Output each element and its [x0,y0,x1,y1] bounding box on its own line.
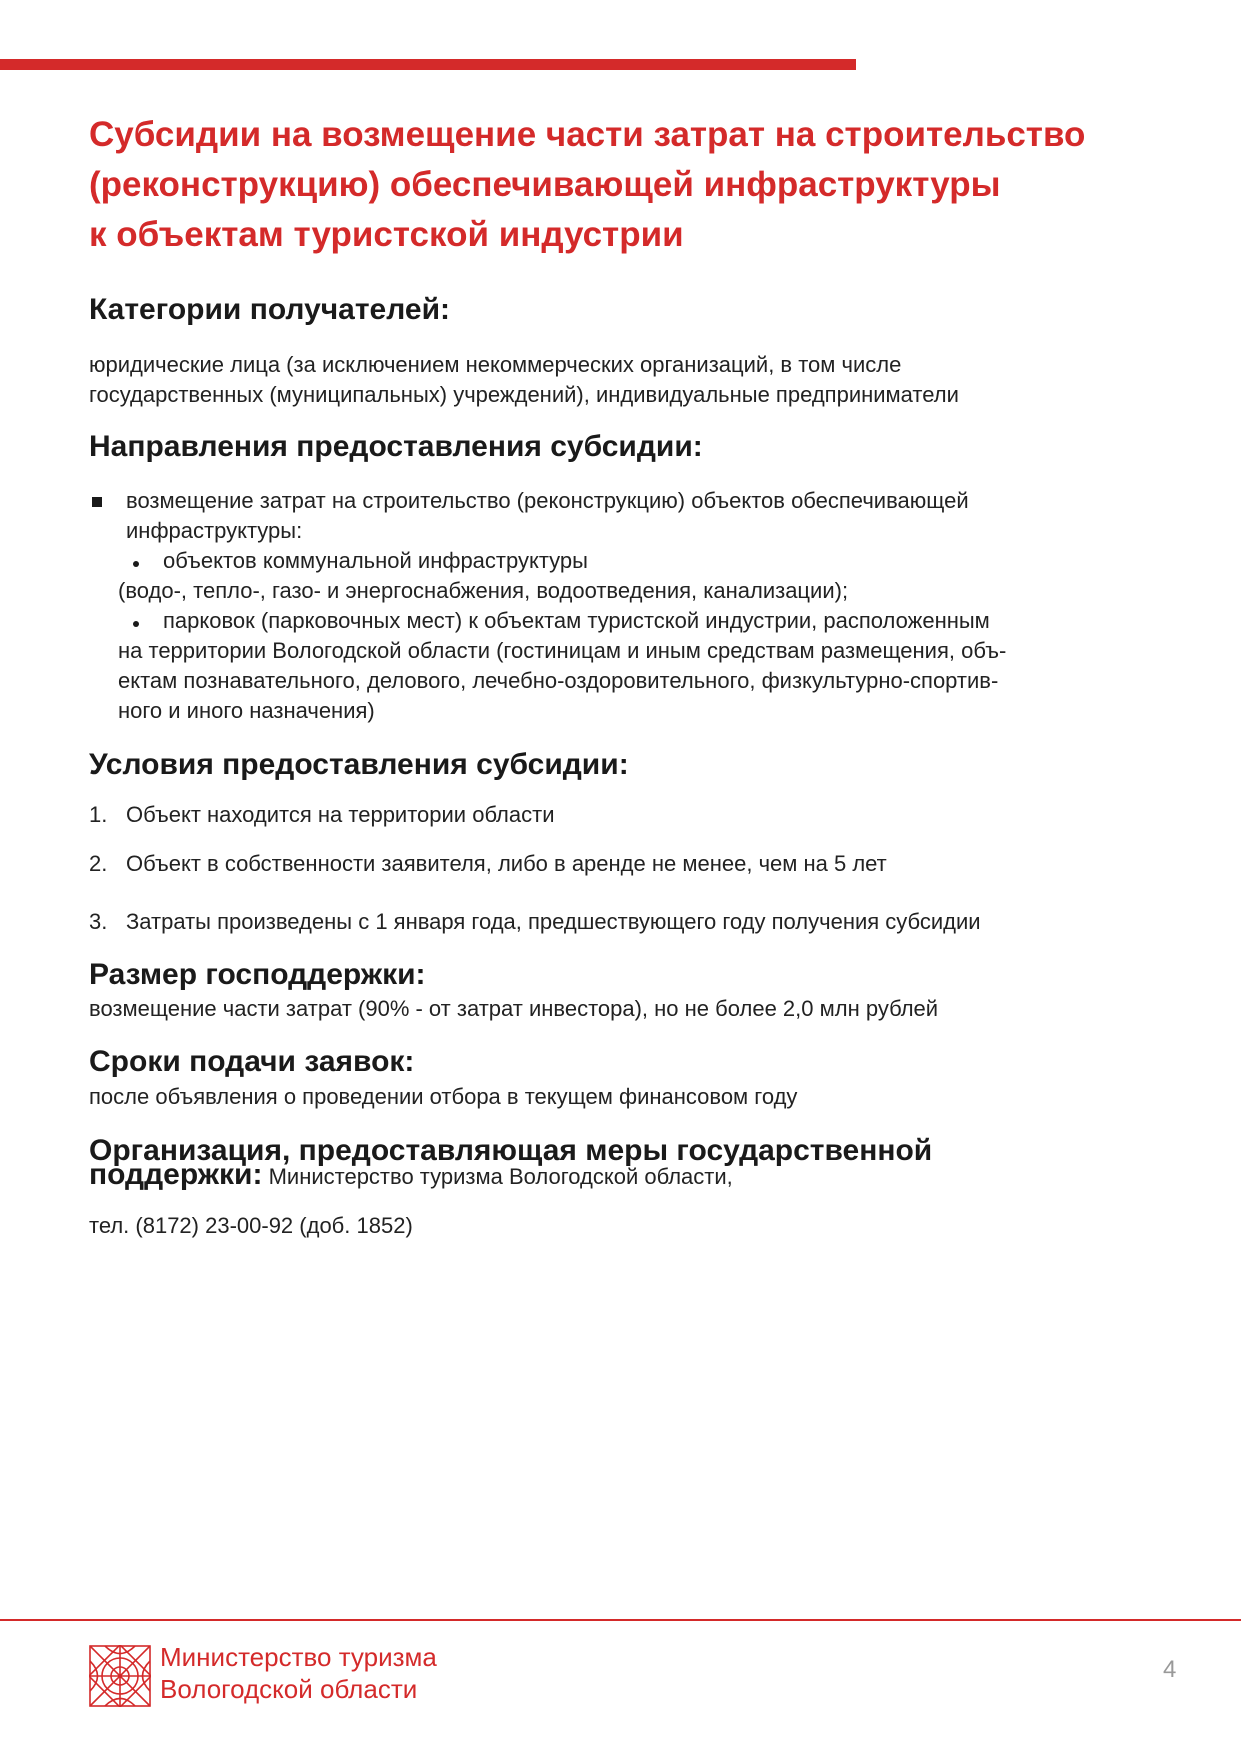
page-title [89,110,1189,260]
organization-name: Министерство туризма Вологодской области, [262,1164,733,1189]
condition-number: 2. [89,851,108,876]
directions-main-item [126,486,969,546]
directions-sub2-line: ектам познавательного, делового, лечебно-оздоровительного, физкультурно-спортив- [118,668,999,693]
title-line: Субсидии на возмещение части затрат на строительство [89,115,1086,154]
directions-sub2-line: ного и иного назначения) [118,698,375,723]
support-size-text: возмещение части затрат (90% - от затрат инвестора), но не более 2,0 млн рублей [89,996,939,1021]
dot-bullet-icon [133,621,139,627]
directions-sub1-first: объектов коммунальной инфраструктуры [163,548,588,573]
recipients-line: государственных (муниципальных) учреждений), индивидуальные предприниматели [89,382,959,407]
deadlines-text: после объявления о проведении отбора в текущем финансовом году [89,1084,798,1109]
directions-sub2-rest [118,636,1006,726]
footer-org-line: Министерство туризма [160,1642,437,1672]
condition-number: 3. [89,909,108,934]
recipients-line: юридические лица (за исключением некоммерческих организаций, в том числе [89,352,902,377]
directions-main-line: инфраструктуры: [126,518,303,543]
directions-sub2-first: парковок (парковочных мест) к объектам туристской индустрии, расположенным [163,608,990,633]
organization-phone: тел. (8172) 23-00-92 (доб. 1852) [89,1213,413,1238]
footer-org-name [160,1641,437,1705]
square-bullet-icon [92,497,102,507]
directions-heading: Направления предоставления субсидии: [89,430,703,463]
top-accent-bar [0,59,856,70]
organization-heading: Организация, предоставляющая меры государственной [89,1134,933,1167]
conditions-heading: Условия предоставления субсидии: [89,748,629,781]
footer-org-line: Вологодской области [160,1674,418,1704]
condition-text: Затраты произведены с 1 января года, предшествующего году получения субсидии [126,909,981,934]
support-size-heading: Размер господдержки: [89,958,426,991]
dot-bullet-icon [133,561,139,567]
title-line: (реконструкцию) обеспечивающей инфраструктуры [89,165,1001,204]
recipients-heading: Категории получателей: [89,293,451,326]
ministry-logo-icon [89,1645,151,1707]
directions-main-line: возмещение затрат на строительство (реконструкцию) объектов обеспечивающей [126,488,969,513]
directions-sub1-rest: (водо-, тепло-, газо- и энергоснабжения, водоотведения, канализации); [118,578,849,603]
deadlines-heading: Сроки подачи заявок: [89,1045,415,1078]
footer-divider [0,1619,1241,1621]
condition-text: Объект в собственности заявителя, либо в аренде не менее, чем на 5 лет [126,851,887,876]
page-number: 4 [1163,1656,1177,1683]
directions-sub2-line: на территории Вологодской области (гостиницам и иным средствам размещения, объ- [118,638,1007,663]
organization-line [89,1158,733,1192]
title-line: к объектам туристской индустрии [89,215,684,254]
organization-heading-cont: поддержки: [89,1158,263,1191]
condition-number: 1. [89,802,108,827]
condition-text: Объект находится на территории области [126,802,555,827]
recipients-text [89,350,959,410]
